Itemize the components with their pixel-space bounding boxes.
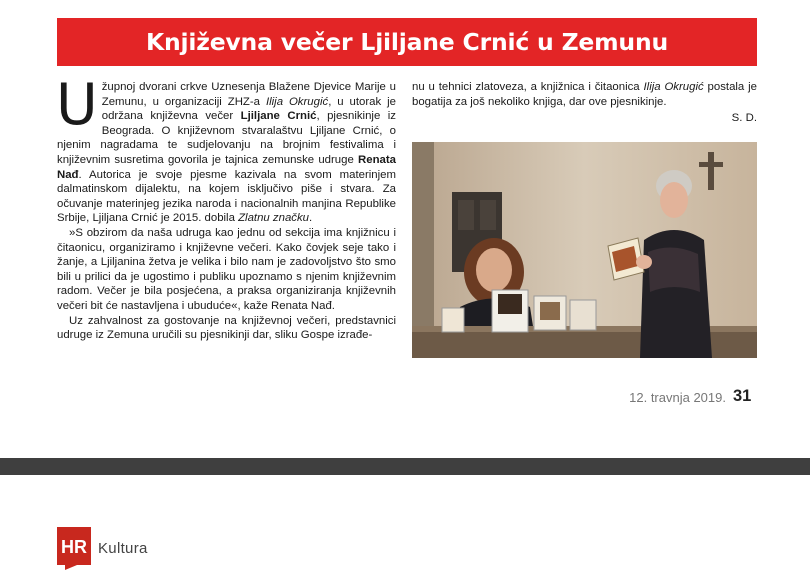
text-run-bold: Ljiljane Crnić xyxy=(240,110,317,123)
issue-date: 12. travnja 2019. xyxy=(629,390,726,405)
text-run: postala je bogatija za još nekoliko knjiga, dar ove pjesnikinje. xyxy=(412,81,757,108)
text-run: nu u tehnici zlatoveza, a knjižnica i čitaonica xyxy=(412,81,644,93)
text-run-italic: Zlatnu značku xyxy=(238,212,310,225)
section-label: Kultura xyxy=(98,540,148,557)
text-run: . xyxy=(309,212,313,225)
text-run: , pjesnikinje iz Beograda. O književnom stvaralaštvu Ljiljane Crnić, o njenim nagradama te sudjelovanju na brojnim festivalima i književnim susretima govorila je tajnica zemunske udruge xyxy=(57,110,396,166)
text-run: župnoj dvorani crkve Uznesenja Blažene Djevice Marije u Zemunu, u organizaciji ZHZ-a xyxy=(101,81,396,108)
paragraph-2: »S obzirom da naša udruga kao jednu od sekcija ima knjižnicu i čitaonicu, organiziramo i književne večeri. Kako čovjek seje tako i žanje, a Ljiljanina žetva je velika i bilo nam je zadovoljstvo što smo bili u prilici da je ugostimo i publiku upoznamo s njenim književnim radom. Večer je bila posjećena, a praksa organiziranja književnih večeri bit će nastavljena i ubuduće«, kaže Renata Nađ. xyxy=(57,226,396,312)
article-column-right xyxy=(412,80,757,126)
text-run: , u utorak je održana književna večer xyxy=(101,95,396,123)
page-divider xyxy=(0,458,810,475)
paragraph-3: Uz zahvalnost za gostovanje na književnoj večeri, predstavnici udruge iz Zemuna uručili su pjesnikinji dar, sliku Gospe izrađe- xyxy=(57,314,396,342)
page-number: 31 xyxy=(733,387,752,405)
author-signature: S. D. xyxy=(731,112,757,125)
text-run-italic: Ilija Okrugić xyxy=(265,95,329,108)
event-photo xyxy=(412,142,757,358)
hr-logo-icon xyxy=(57,527,91,570)
article-column-left xyxy=(56,72,396,343)
title-banner xyxy=(57,18,757,66)
logo-text: HR xyxy=(61,537,87,557)
paragraph-1 xyxy=(56,72,396,226)
drop-cap: U xyxy=(56,72,98,138)
paragraph-4 xyxy=(412,80,757,109)
text-run-bold: Renata Nađ xyxy=(57,153,396,181)
text-run: . Autorica je svoje pjesme kazivala na svom materinjem dalmatinskom dijalektu, na kojem isključivo piše i stvara. Za očuvanje materinjeg jezika naroda i nacionalnih manjina Republike Srbije, Ljiljana Crnić je 2015. dobila xyxy=(57,168,396,225)
article-title: Književna večer Ljiljane Crnić u Zemunu xyxy=(145,28,669,56)
text-run-italic: Ilija Okrugić xyxy=(643,81,704,93)
